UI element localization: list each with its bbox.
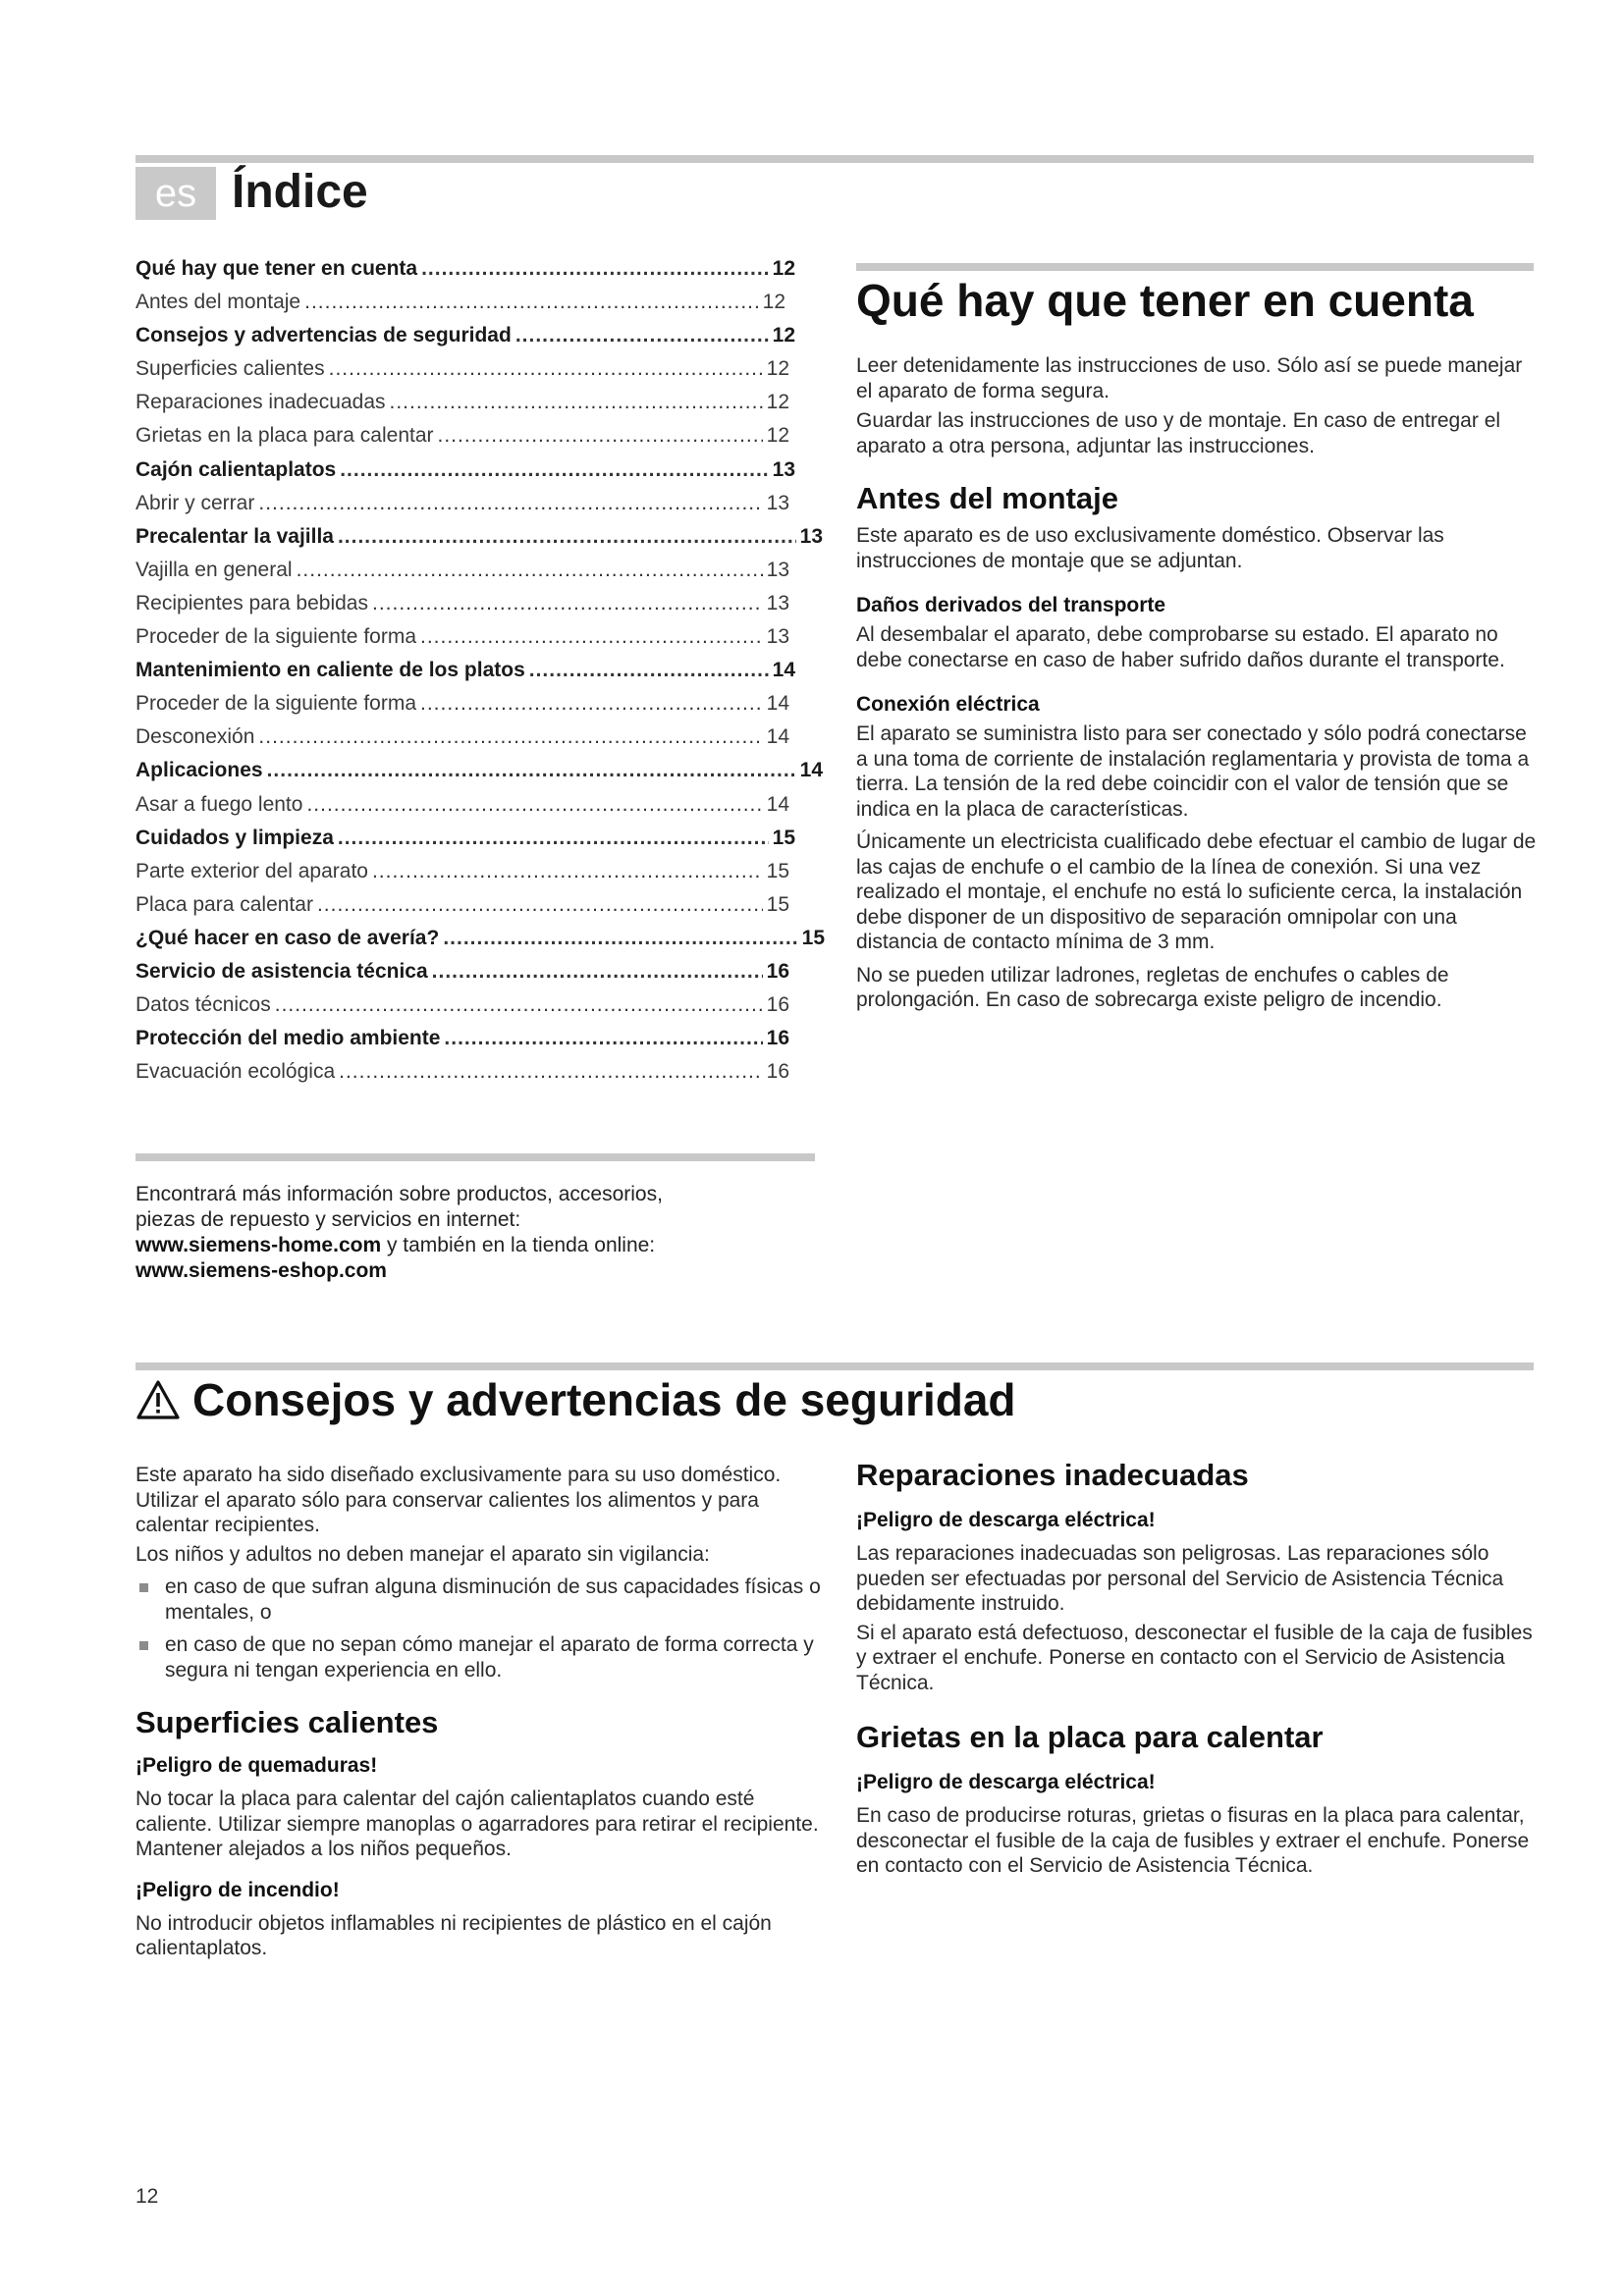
toc-entry[interactable] (135, 492, 789, 525)
toc-entry-page: 14 (766, 692, 789, 716)
list-item: en caso de que no sepan cómo manejar el aparato de forma correcta y segura ni tengan experiencia en ello. (135, 1632, 823, 1682)
safety-right-column (856, 1457, 1543, 1879)
paragraph: Guardar las instrucciones de uso y de montaje. En caso de entregar el aparato a otra persona, adjuntar las instrucciones. (856, 409, 1501, 457)
toc-entry-label: Proceder de la siguiente forma (135, 692, 416, 716)
que-hay-section (856, 273, 1543, 1013)
toc-entry-page: 13 (766, 491, 789, 514)
toc-entry-label: Precalentar la vajilla (135, 524, 334, 548)
toc-entry-page: 12 (766, 357, 789, 381)
toc-entry[interactable] (135, 324, 795, 357)
toc-entry-label: Mantenimiento en caliente de los platos (135, 659, 525, 682)
toc-entry[interactable] (135, 1060, 789, 1094)
toc-entry-page: 13 (772, 457, 795, 481)
toc-entry-page: 14 (772, 659, 795, 682)
toc-entry[interactable] (135, 759, 823, 792)
language-badge: es (135, 167, 216, 220)
page-number: 12 (135, 2185, 159, 2208)
toc-entry[interactable] (135, 357, 789, 391)
toc-entry-page: 12 (766, 424, 789, 448)
eshop-link[interactable]: www.siemens-eshop.com (135, 1259, 387, 1282)
subheading: Conexión eléctrica (856, 693, 1040, 716)
toc-entry[interactable] (135, 659, 795, 692)
warning-icon (135, 1379, 181, 1420)
toc-entry-label: Vajilla en general (135, 558, 293, 581)
warning-heading: ¡Peligro de incendio! (135, 1878, 340, 1901)
toc-entry-page: 16 (766, 959, 789, 983)
website-link[interactable]: www.siemens-home.com (135, 1234, 382, 1256)
toc-entry-label: Evacuación ecológica (135, 1060, 336, 1084)
list-item: en caso de que sufran alguna disminución de sus capacidades físicas o mentales, o (135, 1575, 823, 1625)
safety-rule (135, 1362, 1534, 1370)
toc-entry-page: 15 (801, 926, 825, 949)
toc-entry-page: 15 (766, 892, 789, 916)
toc-entry[interactable] (135, 424, 789, 457)
paragraph: Al desembalar el aparato, debe comprobarse su estado. El aparato no debe conectarse en caso de haber sufrido daños durante el transporte. (856, 623, 1505, 671)
toc-entry[interactable] (135, 1027, 789, 1060)
toc-entry-page: 12 (772, 324, 795, 347)
more-info-line: y también en la tienda online: (381, 1234, 656, 1256)
toc-entry[interactable] (135, 725, 789, 759)
subheading: Daños derivados del transporte (856, 594, 1166, 616)
paragraph: En caso de producirse roturas, grietas o fisuras en la placa para calentar, desconectar el fusible de la caja de fusibles y extraer el enchufe. Ponerse en contacto con el Servicio de Asistencia Técnica. (856, 1804, 1530, 1877)
safety-left-column (135, 1463, 823, 1961)
toc-entry-page: 13 (799, 524, 823, 548)
toc-entry[interactable] (135, 559, 789, 592)
subsection-title: Reparaciones inadecuadas (856, 1458, 1249, 1492)
section-title: Consejos y advertencias de seguridad (192, 1374, 1016, 1425)
paragraph: No se pueden utilizar ladrones, regletas de enchufes o cables de prolongación. En caso de sobrecarga existe peligro de incendio. (856, 963, 1449, 1011)
more-info (135, 1182, 823, 1284)
warning-heading: ¡Peligro de descarga eléctrica! (856, 1509, 1156, 1531)
toc-entry[interactable] (135, 893, 789, 927)
toc-entry-label: Antes del montaje (135, 291, 301, 314)
warning-heading: ¡Peligro de quemaduras! (135, 1754, 378, 1777)
toc-entry-label: Reparaciones inadecuadas (135, 391, 386, 414)
toc-entry[interactable] (135, 525, 823, 559)
toc-entry-page: 16 (766, 1060, 789, 1084)
toc-entry-label: ¿Qué hacer en caso de avería? (135, 926, 440, 949)
subsection-title: Superficies calientes (135, 1705, 439, 1739)
toc-entry-label: Grietas en la placa para calentar (135, 424, 434, 448)
more-info-line: Encontrará más información sobre productos, accesorios, (135, 1183, 663, 1205)
toc-entry-label: Servicio de asistencia técnica (135, 959, 428, 983)
paragraph: Si el aparato está defectuoso, desconectar el fusible de la caja de fusibles y extraer el enchufe. Ponerse en contacto con el Servicio de Asistencia Técnica. (856, 1621, 1533, 1694)
toc-entry-label: Cajón calientaplatos (135, 457, 337, 481)
paragraph: Los niños y adultos no deben manejar el aparato sin vigilancia: (135, 1542, 710, 1566)
toc-entry-page: 15 (766, 859, 789, 882)
toc-entry-label: Consejos y advertencias de seguridad (135, 324, 512, 347)
toc-entry-label: Desconexión (135, 725, 255, 749)
safety-title-row (135, 1372, 1016, 1427)
more-info-line: piezas de repuesto y servicios en internet: (135, 1208, 521, 1231)
toc-entry[interactable] (135, 391, 789, 424)
paragraph: Este aparato es de uso exclusivamente doméstico. Observar las instrucciones de montaje que se adjuntan. (856, 524, 1444, 572)
toc-entry-label: Asar a fuego lento (135, 792, 303, 816)
toc-entry-page: 12 (762, 291, 785, 314)
paragraph: No tocar la placa para calentar del cajón calientaplatos cuando esté caliente. Utilizar siempre manoplas o agarradores para retirar el recipiente. Mantener alejados a los niños pequeños. (135, 1788, 819, 1860)
paragraph: Este aparato ha sido diseñado exclusivamente para su uso doméstico. Utilizar el aparato sólo para conservar calientes los alimentos y para calentar recipientes. (135, 1464, 782, 1536)
toc-entry-label: Superficies calientes (135, 357, 325, 381)
paragraph: Las reparaciones inadecuadas son peligrosas. Las reparaciones sólo pueden ser efectuadas por personal del Servicio de Asistencia Técnica debidamente instruido. (856, 1542, 1504, 1615)
toc-entry-label: Parte exterior del aparato (135, 859, 368, 882)
subsection-title: Grietas en la placa para calentar (856, 1720, 1324, 1754)
toc-entry-page: 13 (766, 591, 789, 614)
toc-entry-label: Placa para calentar (135, 892, 313, 916)
toc-entry-label: Cuidados y limpieza (135, 826, 334, 849)
toc-entry-label: Qué hay que tener en cuenta (135, 257, 418, 280)
paragraph: Leer detenidamente las instrucciones de uso. Sólo así se puede manejar el aparato de forma segura. (856, 354, 1523, 402)
paragraph: Únicamente un electricista cualificado debe efectuar el cambio de lugar de las cajas de enchufe o el cambio de la línea de conexión. Si una vez realizado el montaje, el enchufe no está lo suficiente cerca, la instalación debe disponer de un dispositivo de separación omnipolar con una distancia de contacto mínima de 3 mm. (856, 830, 1537, 953)
toc-entry[interactable] (135, 960, 789, 993)
table-of-contents (135, 257, 823, 1094)
top-rule (135, 155, 1534, 163)
info-rule (135, 1153, 815, 1161)
warning-heading: ¡Peligro de descarga eléctrica! (856, 1771, 1156, 1793)
section-rule (856, 263, 1534, 271)
toc-entry-page: 13 (766, 625, 789, 649)
paragraph: El aparato se suministra listo para ser conectado y sólo podrá conectarse a una toma de corriente de instalación reglamentaria y provista de toma a tierra. La tensión de la red debe coincidir con el valor de tensión que se indica en la placa de características. (856, 722, 1530, 821)
toc-entry-page: 14 (799, 759, 823, 782)
toc-entry[interactable] (135, 458, 795, 492)
toc-entry[interactable] (135, 927, 825, 960)
toc-entry[interactable] (135, 827, 795, 860)
toc-entry[interactable] (135, 692, 789, 725)
toc-entry-label: Datos técnicos (135, 993, 271, 1017)
section-title: Qué hay que tener en cuenta (856, 275, 1474, 326)
toc-entry[interactable] (135, 793, 789, 827)
toc-entry[interactable] (135, 860, 789, 893)
toc-entry-page: 12 (766, 391, 789, 414)
toc-entry-label: Proceder de la siguiente forma (135, 625, 416, 649)
toc-entry[interactable] (135, 625, 789, 659)
toc-entry-page: 16 (766, 1027, 789, 1050)
toc-entry-label: Aplicaciones (135, 759, 263, 782)
toc-entry[interactable] (135, 291, 785, 324)
toc-entry-page: 15 (772, 826, 795, 849)
toc-entry-page: 13 (766, 558, 789, 581)
toc-entry-page: 14 (766, 792, 789, 816)
toc-entry-page: 16 (766, 993, 789, 1017)
toc-entry-label: Abrir y cerrar (135, 491, 255, 514)
toc-entry-label: Protección del medio ambiente (135, 1027, 441, 1050)
toc-entry-page: 14 (766, 725, 789, 749)
toc-entry-label: Recipientes para bebidas (135, 591, 368, 614)
subsection-title: Antes del montaje (856, 481, 1118, 515)
index-title: Índice (232, 166, 368, 218)
toc-entry[interactable] (135, 257, 795, 291)
paragraph: No introducir objetos inflamables ni recipientes de plástico en el cajón calientaplatos. (135, 1911, 772, 1959)
toc-entry[interactable] (135, 592, 789, 625)
toc-entry-page: 12 (772, 257, 795, 280)
bullet-list (135, 1575, 823, 1682)
toc-entry[interactable] (135, 993, 789, 1027)
